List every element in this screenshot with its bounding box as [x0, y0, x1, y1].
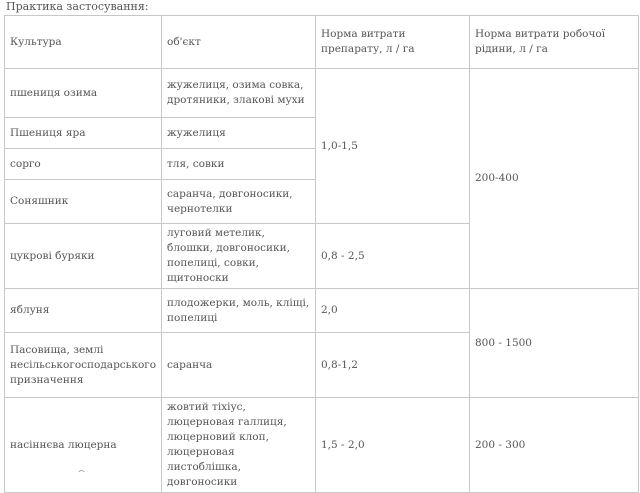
table-row	[5, 69, 639, 118]
rate-cell: 2,0	[316, 289, 470, 333]
liquid-rate-cell: 800 - 1500	[470, 289, 639, 398]
header-crop: Культура	[5, 16, 162, 69]
footer-glyph-icon	[78, 468, 92, 472]
pest-cell: саранча, довгоносики, чернотелки	[162, 180, 316, 224]
rate-cell: 1,5 - 2,0	[316, 398, 470, 493]
crop-cell: Пшениця яра	[5, 118, 162, 149]
header-liquid-rate: Норма витрати робочої рідини, л / га	[470, 16, 639, 69]
pest-cell: луговий метелик, блошки, довгоносики, попелиці, совки, щитоноски	[162, 224, 316, 289]
crop-cell: Пасовища, землі несільськогосподарського призначення	[5, 333, 162, 398]
pest-cell: саранча	[162, 333, 316, 398]
rate-cell: 0,8 - 2,5	[316, 224, 470, 289]
pest-cell: плодожерки, моль, кліщі, попелиці	[162, 289, 316, 333]
table-row	[5, 398, 639, 493]
pest-cell: жужелиця, озима совка, дротяники, злакові мухи	[162, 69, 316, 118]
header-pest: об'єкт	[162, 16, 316, 69]
liquid-rate-cell: 200-400	[470, 69, 639, 289]
table-row	[5, 289, 639, 333]
crop-cell: цукрові буряки	[5, 224, 162, 289]
crop-cell: пшениця озима	[5, 69, 162, 118]
pest-cell: жужелиця	[162, 118, 316, 149]
pest-cell: тля, совки	[162, 149, 316, 180]
rate-cell: 1,0-1,5	[316, 69, 470, 224]
liquid-rate-cell: 200 - 300	[470, 398, 639, 493]
pest-cell: жовтий тіхіус, люцерновая галлиця, люцерновий клоп, люцерновая листоблішка, довгоносики	[162, 398, 316, 493]
crop-cell: яблуня	[5, 289, 162, 333]
application-table	[4, 15, 639, 493]
rate-cell: 0,8-1,2	[316, 333, 470, 398]
header-preparation-rate: Норма витрати препарату, л / га	[316, 16, 470, 69]
table-header-row	[5, 16, 639, 69]
crop-cell: Соняшник	[5, 180, 162, 224]
crop-cell: сорго	[5, 149, 162, 180]
section-heading: Практика застосування:	[6, 0, 149, 13]
crop-cell: насіннєва люцерна	[5, 398, 162, 493]
